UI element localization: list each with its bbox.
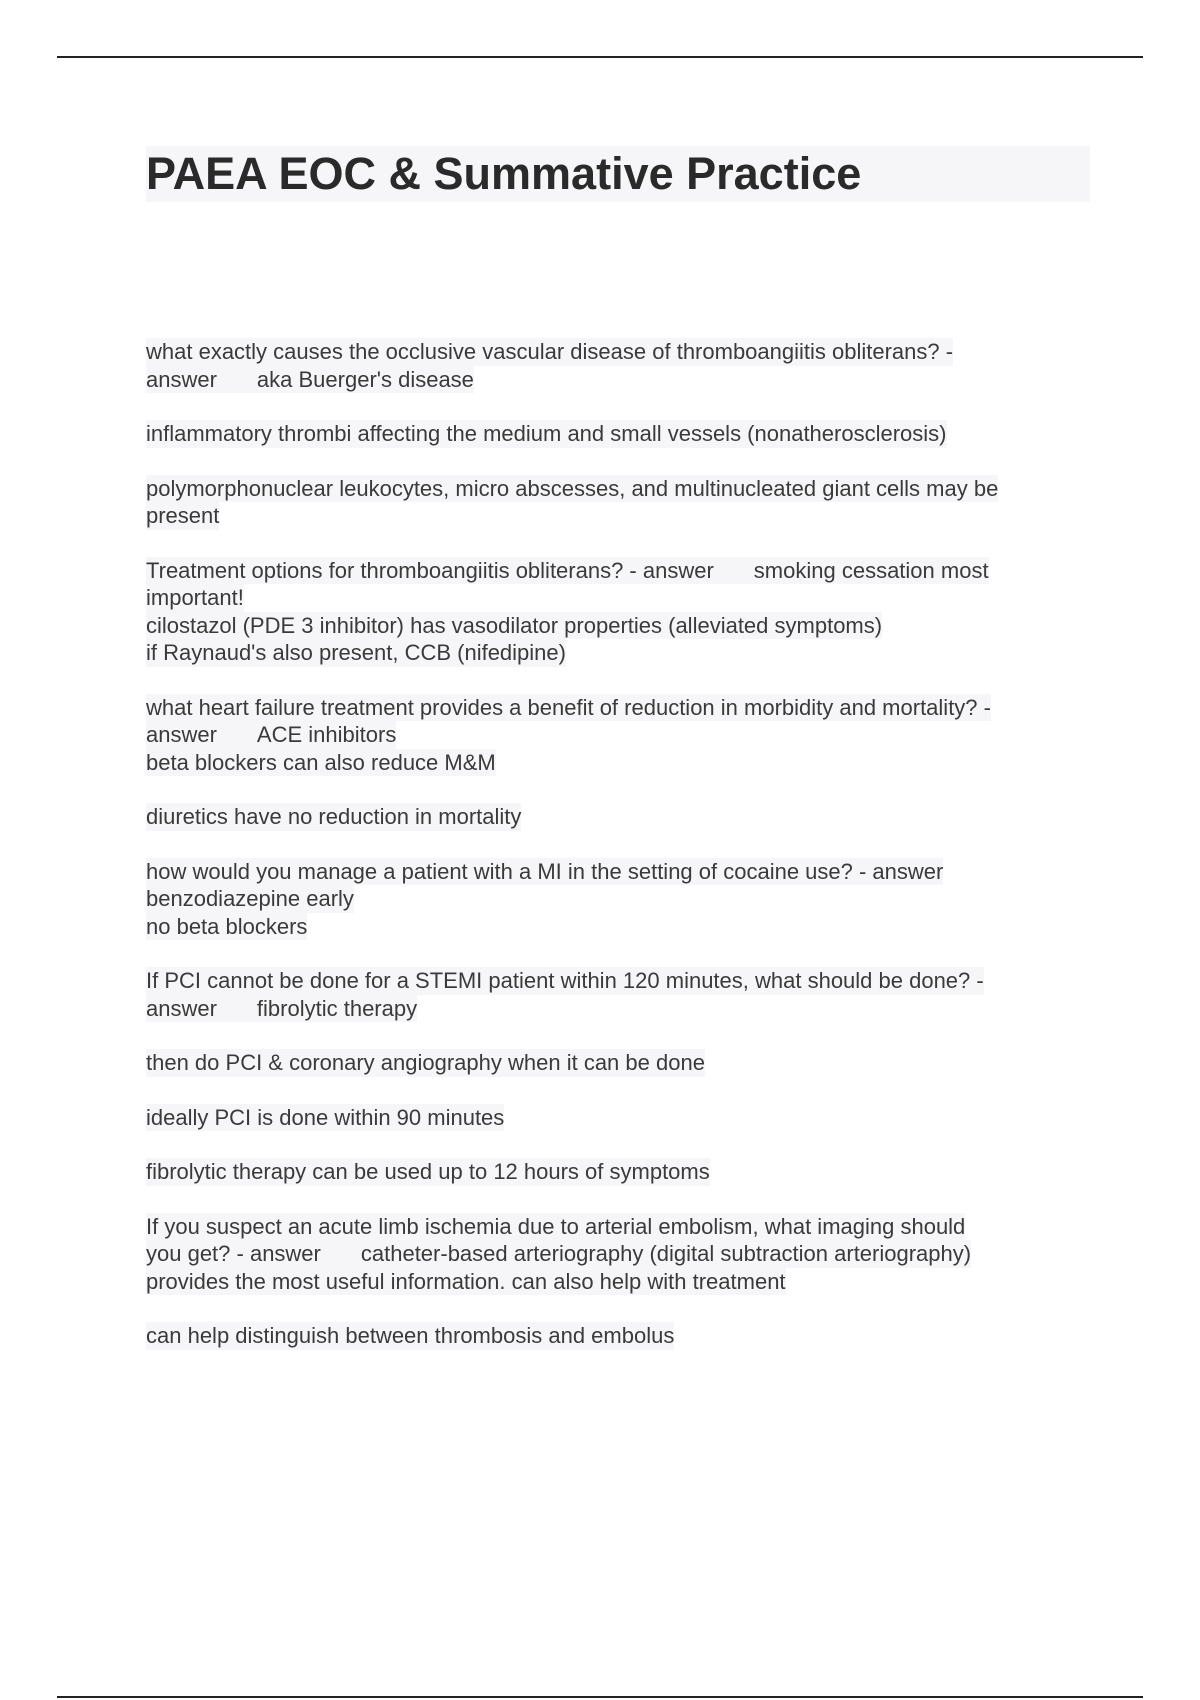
qa-paragraph [146, 1322, 1090, 1350]
qa-paragraph [146, 557, 1090, 667]
qa-paragraph [146, 803, 1090, 831]
line-text: provides the most useful information. can also help with treatment [146, 1268, 786, 1294]
text-line [146, 803, 521, 831]
line-text: present [146, 503, 220, 528]
line-text: can help distinguish between thrombosis and embolus [146, 1323, 675, 1348]
text-line [146, 584, 244, 612]
qa-paragraph [146, 694, 1090, 777]
line-text: catheter-based arteriography (digital subtraction arteriography) [360, 1241, 972, 1266]
line-text: if Raynaud's also present, CCB (nifedipine) [146, 640, 566, 665]
line-text: fibrolytic therapy [256, 995, 418, 1021]
question-lead: answer [146, 366, 217, 392]
text-line [146, 366, 474, 394]
text-line [146, 502, 219, 530]
line-text: then do PCI & coronary angiography when it can be done [146, 1050, 705, 1075]
line-text: ACE inhibitors [256, 722, 397, 747]
top-rule [57, 56, 1143, 58]
qa-paragraph [146, 1104, 1090, 1132]
text-line [146, 612, 882, 640]
qa-paragraph [146, 1049, 1090, 1077]
line-text: aka Buerger's disease [256, 366, 474, 392]
text-line [146, 1049, 705, 1077]
text-line [146, 475, 998, 503]
text-line [146, 1240, 971, 1268]
text-line [146, 639, 566, 667]
text-line [146, 420, 947, 448]
text-line [146, 858, 943, 886]
line-text: what exactly causes the occlusive vascular disease of thromboangiitis obliterans? - [146, 339, 954, 364]
text-line [146, 1158, 710, 1186]
text-line [146, 557, 989, 585]
line-text: cilostazol (PDE 3 inhibitor) has vasodilator properties (alleviated symptoms) [146, 612, 883, 638]
question-lead: answer [146, 995, 217, 1021]
line-text: ideally PCI is done within 90 minutes [146, 1104, 505, 1130]
line-text: what heart failure treatment provides a benefit of reduction in morbidity and mortality? - [146, 694, 991, 720]
qa-paragraph [146, 475, 1090, 530]
text-line [146, 1268, 786, 1296]
text-line [146, 967, 984, 995]
line-text: fibrolytic therapy can be used up to 12 hours of symptoms [146, 1159, 710, 1184]
text-line [146, 749, 496, 777]
line-text: no beta blockers [146, 913, 308, 939]
bottom-rule [57, 1696, 1143, 1698]
text-line [146, 885, 354, 913]
text-line [146, 913, 307, 941]
qa-paragraph [146, 420, 1090, 448]
text-line [146, 1322, 674, 1350]
document-body [146, 338, 1090, 1377]
text-line [146, 338, 953, 366]
line-text: diuretics have no reduction in mortality [146, 804, 522, 829]
text-line [146, 694, 991, 722]
line-text: polymorphonuclear leukocytes, micro abscesses, and multinucleated giant cells may be [146, 475, 999, 501]
qa-paragraph [146, 338, 1090, 393]
qa-paragraph [146, 967, 1090, 1022]
line-text: inflammatory thrombi affecting the medium and small vessels (nonatherosclerosis) [146, 421, 947, 446]
question-lead: you get? - answer [146, 1241, 321, 1266]
document-title: PAEA EOC & Summative Practice [146, 148, 862, 199]
line-text: benzodiazepine early [146, 886, 354, 911]
text-line [146, 1213, 965, 1241]
qa-paragraph [146, 1213, 1090, 1296]
question-lead: answer [146, 722, 217, 747]
text-line [146, 1104, 504, 1132]
line-text: beta blockers can also reduce M&M [146, 749, 496, 775]
line-text: If PCI cannot be done for a STEMI patient within 120 minutes, what should be done? - [146, 968, 984, 993]
line-text: important! [146, 585, 244, 610]
text-line [146, 995, 417, 1023]
line-text: how would you manage a patient with a MI in the setting of cocaine use? - answer [146, 858, 944, 884]
qa-paragraph [146, 858, 1090, 941]
question-lead: Treatment options for thromboangiitis obliterans? - answer [146, 557, 714, 583]
text-line [146, 721, 396, 749]
line-text: If you suspect an acute limb ischemia due to arterial embolism, what imaging should [146, 1213, 966, 1239]
qa-paragraph [146, 1158, 1090, 1186]
line-text: smoking cessation most [753, 557, 989, 583]
